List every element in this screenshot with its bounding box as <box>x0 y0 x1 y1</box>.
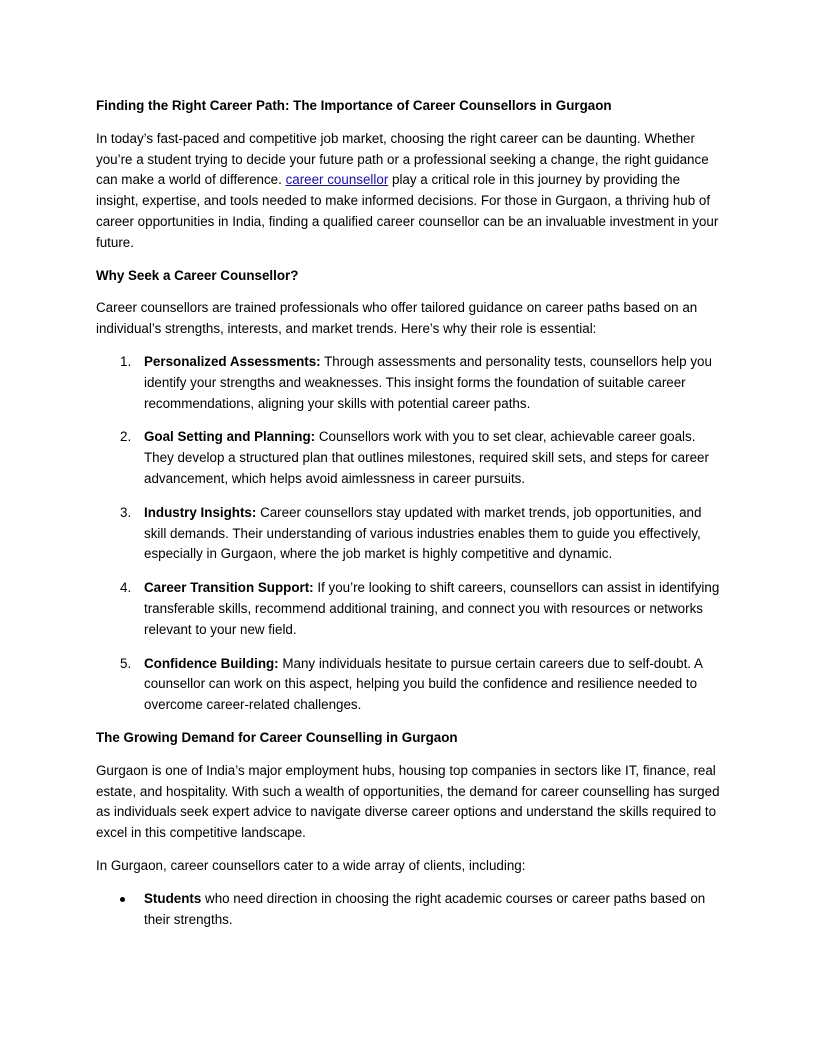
list-number: 1. <box>120 353 132 369</box>
reason-item <box>96 352 720 414</box>
clients-lead-paragraph: In Gurgaon, career counsellors cater to a wide array of clients, including: <box>96 857 526 873</box>
list-number: 4. <box>120 580 132 596</box>
client-text: who need direction in choosing the right academic courses or career paths based on their strengths. <box>144 890 706 927</box>
reason-term: Goal Setting and Planning: <box>144 429 316 445</box>
bullet-icon <box>120 897 125 902</box>
reason-item <box>96 503 720 565</box>
reason-term: Career Transition Support: <box>144 580 314 596</box>
list-number: 3. <box>120 504 132 520</box>
reason-text: Through assessments and personality tests, counsellors help you identify your strengths and weaknesses. This insight forms the foundation of suitable career recommendations, aligning your skills with potential career paths. <box>144 353 712 411</box>
reason-term: Personalized Assessments: <box>144 353 321 369</box>
reason-text: Counsellors work with you to set clear, achievable career goals. They develop a structured plan that outlines milestones, required skill sets, and steps for career advancement, which helps avoid aimlessness in career pursuits. <box>144 429 709 486</box>
document-page <box>96 96 720 930</box>
why-lead-paragraph: Career counsellors are trained professionals who offer tailored guidance on career paths based on an individual’s strengths, interests, and market trends. Here’s why their role is essential: <box>96 300 698 337</box>
list-number: 5. <box>120 655 132 671</box>
reason-term: Industry Insights: <box>144 504 257 520</box>
career-counsellor-link[interactable]: career counsellor <box>285 172 389 188</box>
why-section-heading: Why Seek a Career Counsellor? <box>96 267 299 283</box>
intro-text-before-link: In today’s fast-paced and competitive job market, choosing the right career can be daunting. Whether you’re a student trying to decide your future path or a professional seeking a change, the right guidance can make a world of difference. <box>96 130 709 188</box>
reason-term: Confidence Building: <box>144 655 279 671</box>
clients-list <box>96 889 720 931</box>
reason-text: Career counsellors stay updated with market trends, job opportunities, and skill demands. Their understanding of various industries enables them to guide you effectively, especially in Gurgaon, where the job market is highly competitive and dynamic. <box>144 504 702 562</box>
client-term: Students <box>144 890 202 906</box>
reason-text: If you’re looking to shift careers, counsellors can assist in identifying transferable skills, recommend additional training, and connect you with resources or networks relevant to your new field. <box>144 580 720 637</box>
reason-item <box>96 578 720 640</box>
reason-text: Many individuals hesitate to pursue certain careers due to self-doubt. A counsellor can work on this aspect, helping you build the confidence and resilience needed to overcome career-related challenges. <box>144 655 703 713</box>
document-title: Finding the Right Career Path: The Importance of Career Counsellors in Gurgaon <box>96 98 612 113</box>
intro-paragraph <box>96 129 720 254</box>
client-item <box>96 889 720 931</box>
reason-item <box>96 427 720 489</box>
reason-item <box>96 654 720 716</box>
demand-paragraph: Gurgaon is one of India’s major employment hubs, housing top companies in sectors like IT, finance, real estate, and hospitality. With such a wealth of opportunities, the demand for career counselling has surged as individuals seek expert advice to navigate diverse career options and understand the skills required to excel in this competitive landscape. <box>96 762 720 841</box>
list-number: 2. <box>120 429 132 445</box>
intro-text-after-link: play a critical role in this journey by providing the insight, expertise, and tools needed to make informed decisions. For those in Gurgaon, a thriving hub of career opportunities in India, finding a qualified career counsellor can be an invaluable investment in your future. <box>96 172 719 250</box>
demand-section-heading: The Growing Demand for Career Counselling in Gurgaon <box>96 729 458 745</box>
reasons-list <box>96 352 720 716</box>
